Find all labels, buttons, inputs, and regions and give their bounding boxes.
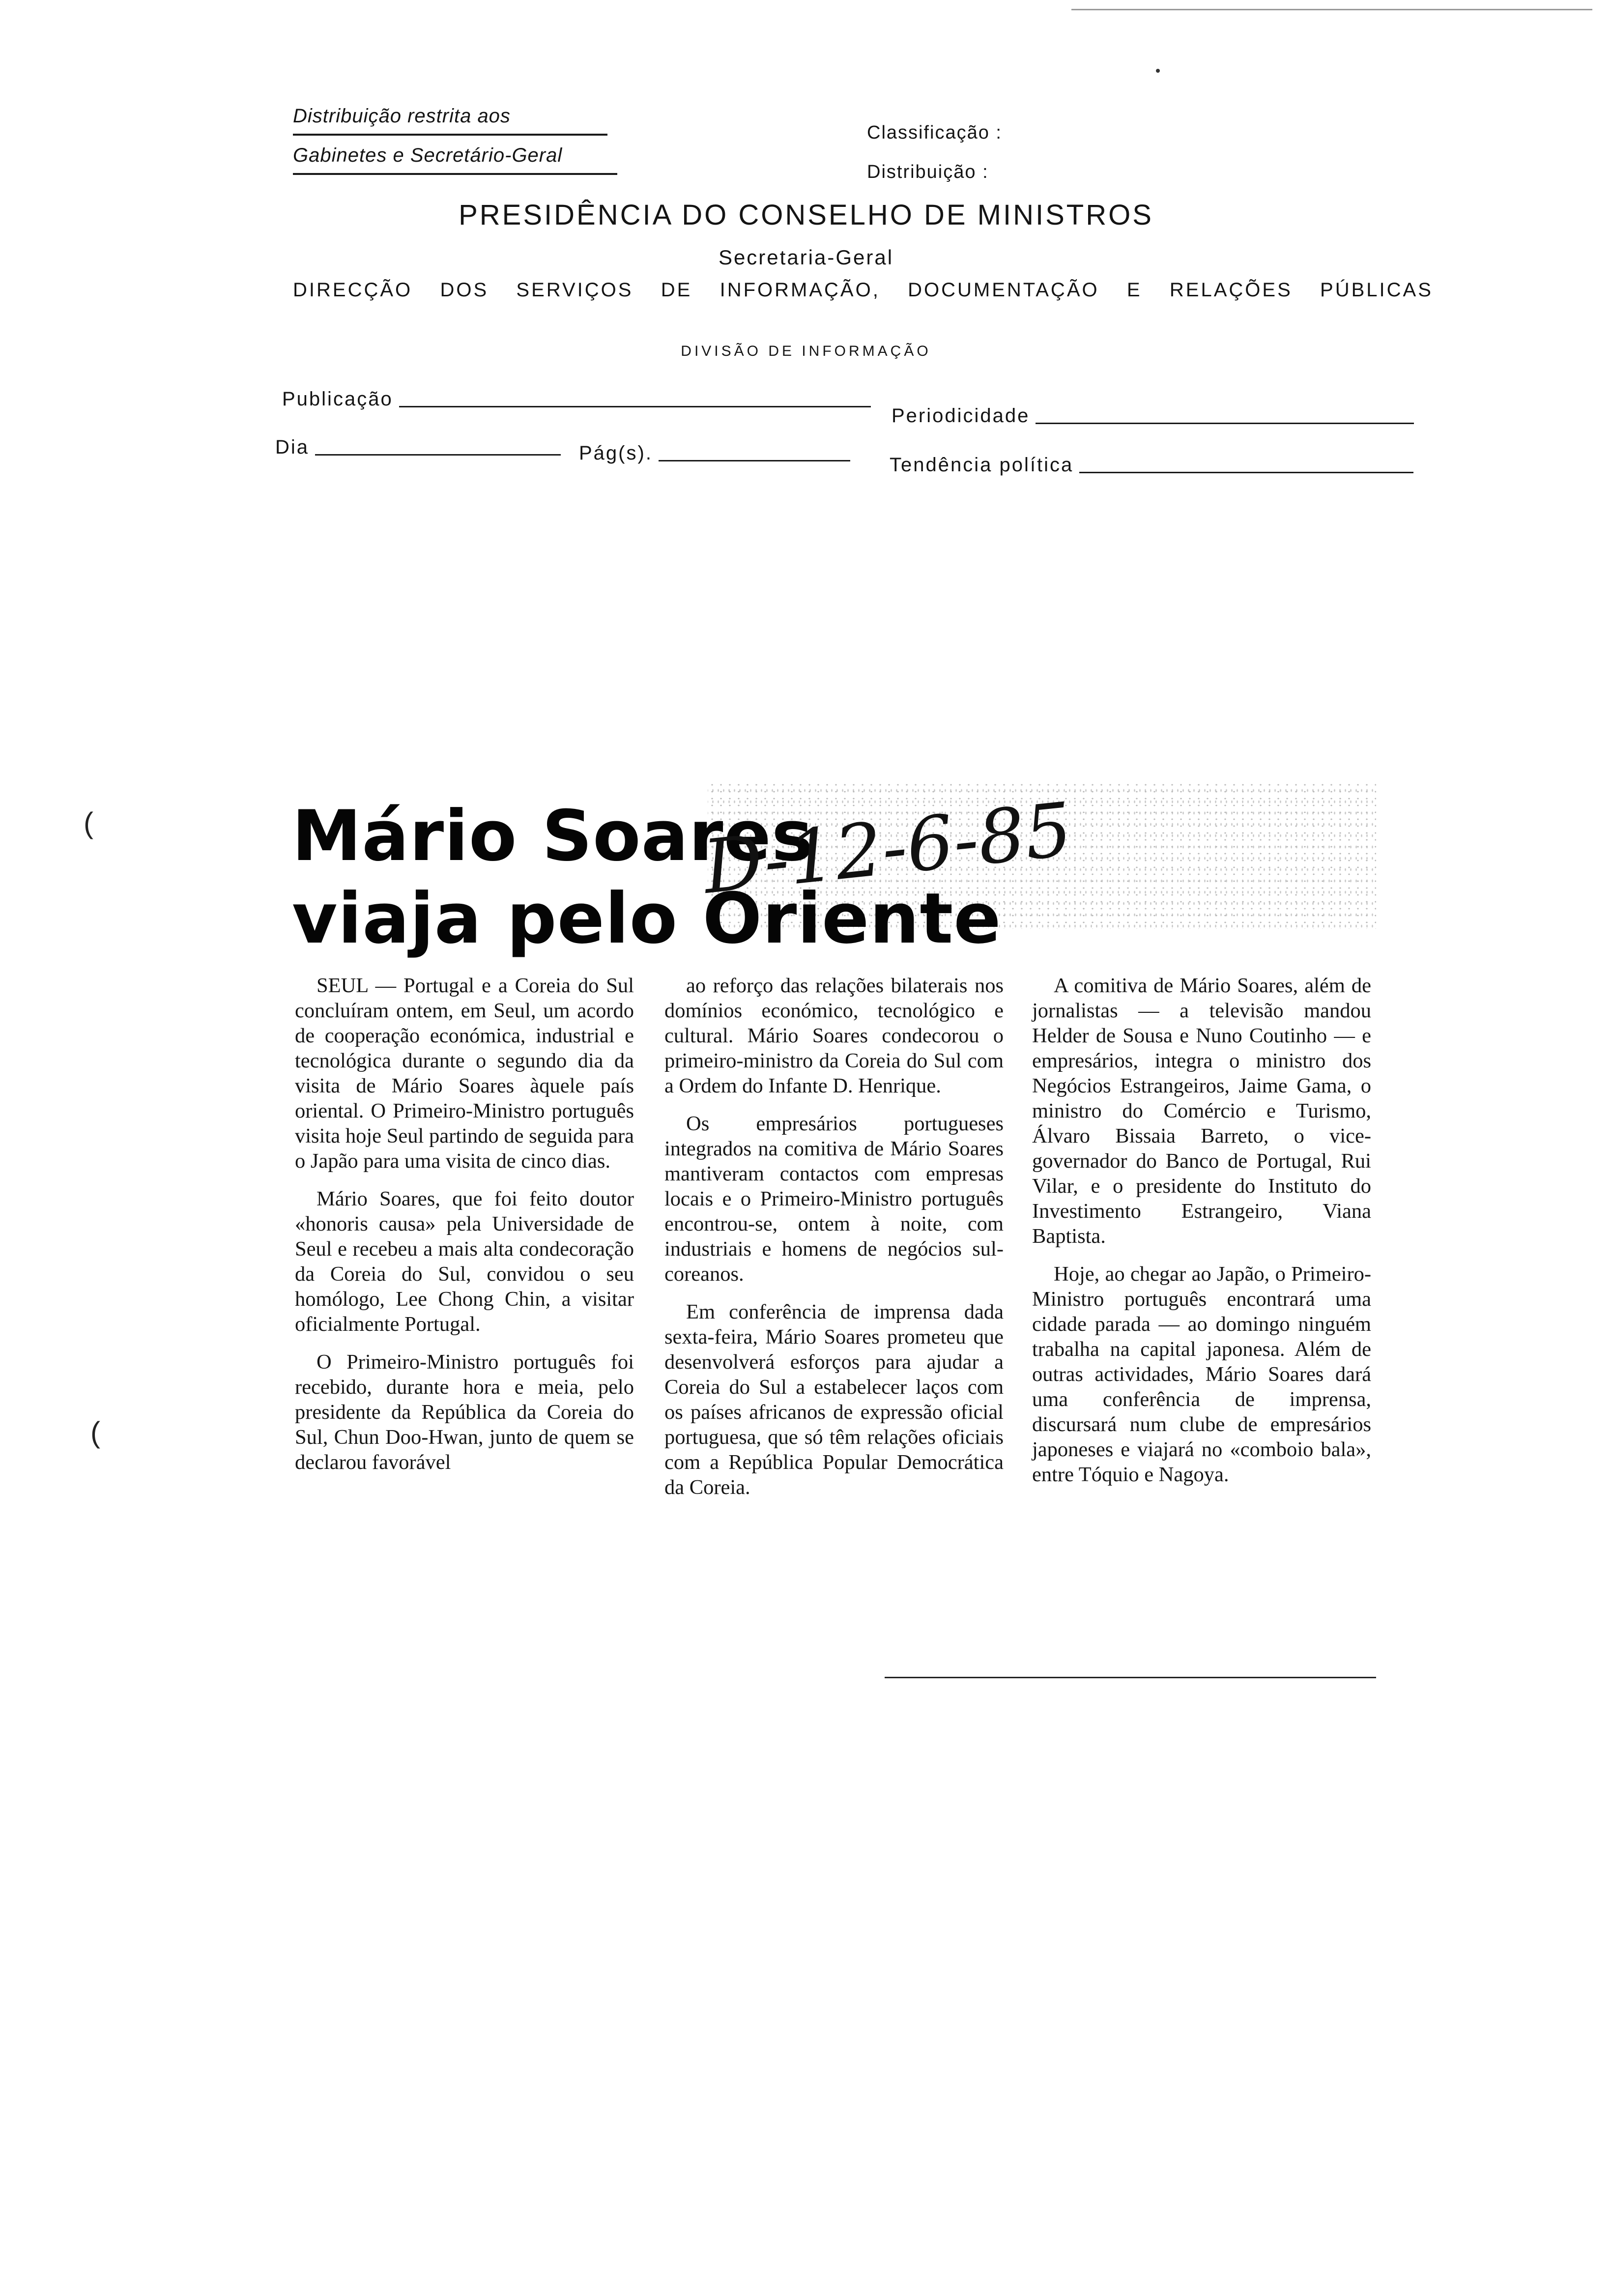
headline-line-1: Mário Soares bbox=[292, 796, 814, 877]
restricted-distribution-note bbox=[293, 96, 617, 175]
presidencia-title: PRESIDÊNCIA DO CONSELHO DE MINISTROS bbox=[459, 199, 1153, 231]
article-column-3 bbox=[1032, 973, 1371, 1500]
divisao-informacao: DIVISÃO DE INFORMAÇÃO bbox=[681, 343, 931, 359]
article-column-2 bbox=[664, 973, 1004, 1513]
margin-mark: ( bbox=[84, 806, 93, 839]
periodicidade-label: Periodicidade bbox=[892, 405, 1030, 427]
tendencia-label: Tendência política bbox=[890, 454, 1074, 476]
dia-line bbox=[315, 454, 561, 456]
paragraph: SEUL — Portugal e a Coreia do Sul concluíram ontem, em Seul, um acordo de cooperação económica, industrial e tecnológica durante o segundo dia da visita de Mário Soares àquele país oriental. O Primeiro-Ministro português visita hoje Seul partindo de seguida para o Japão para uma visita de cinco dias. bbox=[295, 974, 634, 1173]
dia-label: Dia bbox=[275, 436, 310, 458]
pags-field bbox=[579, 442, 850, 464]
direccao-word: SERVIÇOS bbox=[516, 279, 633, 301]
scan-speck bbox=[1156, 69, 1160, 73]
direccao-word: DOCUMENTAÇÃO bbox=[908, 279, 1099, 301]
direccao-word: RELAÇÕES bbox=[1169, 279, 1293, 301]
tendencia-field bbox=[890, 454, 1413, 476]
paragraph: A comitiva de Mário Soares, além de jornalistas — a televisão mandou Helder de Sousa e Nuno Coutinho — e empresários, integra o ministro dos Negócios Estrangeiros, Jaime Gama, o ministro do Comércio e Turismo, Álvaro Bissaia Barreto, o vice-governador do Banco de Portugal, Rui Vilar, e o presidente do Instituto do Investimento Estrangeiro, Viana Baptista. bbox=[1032, 974, 1371, 1248]
distribuicao-label: Distribuição : bbox=[867, 162, 989, 182]
direccao-word: E bbox=[1126, 279, 1142, 301]
headline-line-2: viaja pelo Oriente bbox=[292, 878, 1002, 959]
handwritten-date-note: D-12-6-85 bbox=[699, 787, 1076, 911]
article-end-rule bbox=[885, 1677, 1376, 1678]
paragraph: Hoje, ao chegar ao Japão, o Primeiro-Ministro português encontrará uma cidade parada — ao domingo ninguém trabalha na capital japonesa. Além de outras actividades, Mário Soares dará uma conferência de imprensa, discursará num clube de empresários japoneses e viajará no «comboio bala», entre Tóquio e Nagoya. bbox=[1032, 1263, 1371, 1486]
secretaria-geral: Secretaria-Geral bbox=[718, 246, 894, 269]
scan-edge-rule bbox=[1071, 9, 1592, 10]
periodicidade-line bbox=[1036, 423, 1414, 424]
publicacao-field bbox=[282, 388, 871, 410]
paragraph: O Primeiro-Ministro português foi recebido, durante hora e meia, pelo presidente da República da Coreia do Sul, Chun Doo-Hwan, junto de quem se declarou favorável bbox=[295, 1350, 634, 1474]
dia-field bbox=[275, 436, 561, 459]
paragraph: Mário Soares, que foi feito doutor «honoris causa» pela Universidade de Seul e recebeu a mais alta condecoração da Coreia do Sul, convidou o seu homólogo, Lee Chong Chin, a visitar oficialmente Portugal. bbox=[295, 1187, 634, 1336]
restricted-line-1: Distribuição restrita aos bbox=[293, 96, 607, 136]
direccao-word: PÚBLICAS bbox=[1320, 279, 1433, 301]
tendencia-line bbox=[1079, 472, 1413, 473]
paragraph: Os empresários portugueses integrados na comitiva de Mário Soares mantiveram contactos com empresas locais e o Primeiro-Ministro português encontrou-se, ontem à noite, com industriais e homens de negócios sul-coreanos. bbox=[664, 1112, 1004, 1286]
publicacao-label: Publicação bbox=[282, 388, 393, 410]
direccao-word: INFORMAÇÃO, bbox=[720, 279, 880, 301]
direccao-servicos-line bbox=[293, 279, 1433, 301]
classification-block bbox=[867, 113, 1002, 192]
restricted-line-2: Gabinetes e Secretário-Geral bbox=[293, 136, 617, 175]
pags-line bbox=[659, 460, 850, 461]
pags-label: Pág(s). bbox=[579, 442, 653, 464]
periodicidade-field bbox=[892, 405, 1414, 427]
publicacao-line bbox=[399, 406, 871, 407]
direccao-word: DOS bbox=[440, 279, 489, 301]
direccao-word: DIRECÇÃO bbox=[293, 279, 413, 301]
article-column-1 bbox=[295, 973, 634, 1488]
paragraph: Em conferência de imprensa dada sexta-feira, Mário Soares prometeu que desenvolverá esforços para ajudar a Coreia do Sul a estabelecer laços com os países africanos de expressão oficial portuguesa, que só têm relações oficiais com a República Popular Democrática da Coreia. bbox=[664, 1300, 1004, 1499]
margin-mark: ( bbox=[90, 1416, 100, 1449]
classificacao-label: Classificação : bbox=[867, 122, 1002, 143]
direccao-word: DE bbox=[661, 279, 692, 301]
paragraph: ao reforço das relações bilaterais nos domínios económico, tecnológico e cultural. Mário Soares condecorou o primeiro-ministro da Coreia do Sul com a Ordem do Infante D. Henrique. bbox=[664, 974, 1004, 1097]
